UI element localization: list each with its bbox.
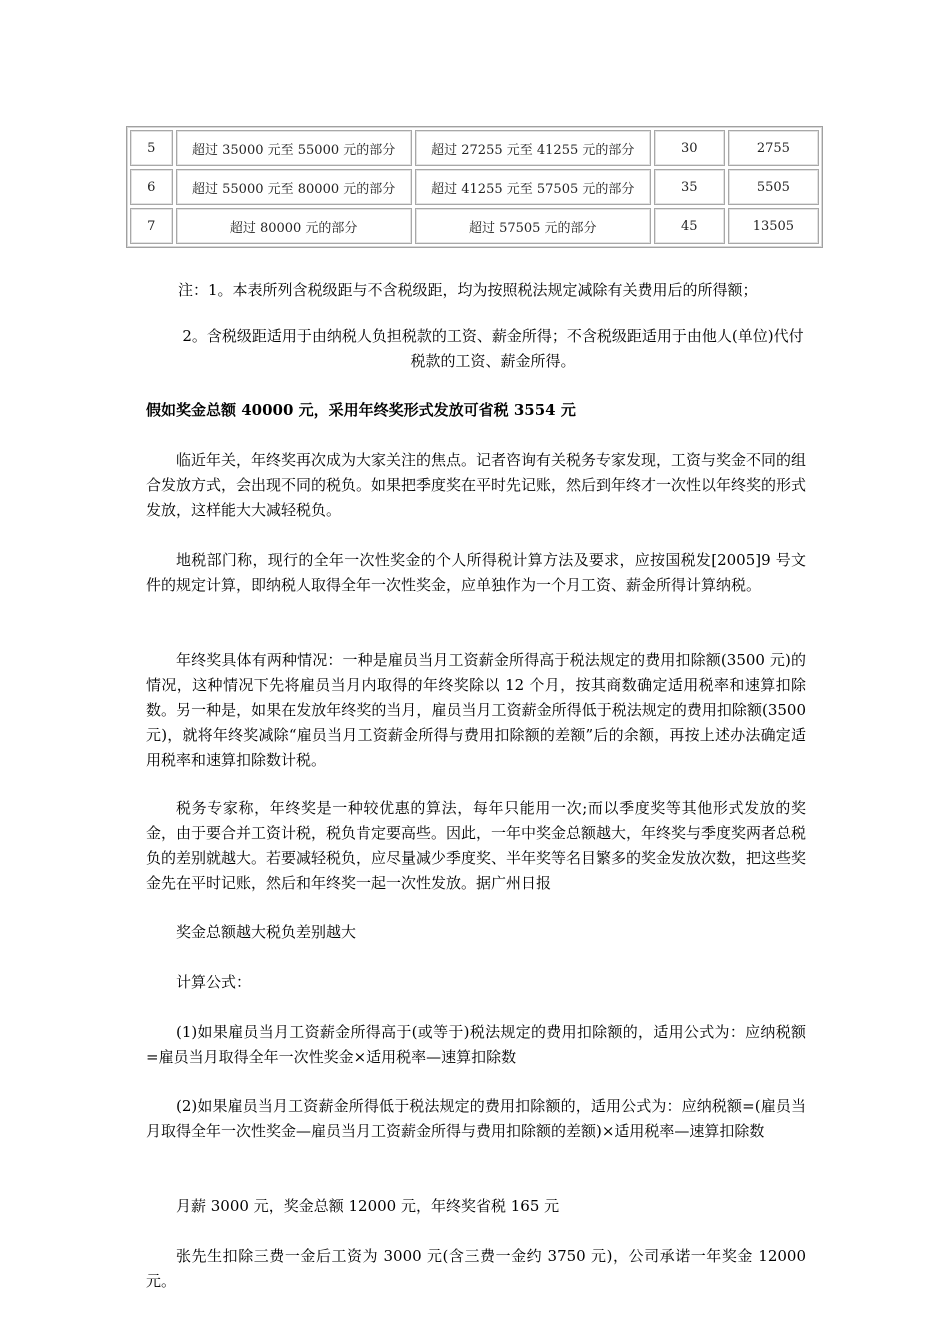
table-row xyxy=(130,130,819,166)
rate-cell: 35 xyxy=(654,169,725,205)
table-note-1: 注：1。本表所列含税级距与不含税级距，均为按照税法规定减除有关费用后的所得额； xyxy=(178,281,758,299)
paragraph: 张先生扣除三费一金后工资为 3000 元(含三费一金约 3750 元)，公司承诺一年奖金 12000 元。 xyxy=(146,1247,806,1290)
table-row xyxy=(130,169,819,205)
table-row xyxy=(130,208,819,244)
paragraph: 年终奖具体有两种情况：一种是雇员当月工资薪金所得高于税法规定的费用扣除额(3500 元)的情况，这种情况下先将雇员当月内取得的年终奖除以 12 个月，按其商数确定适用税率和速算扣除数。另一种是，如果在发放年终奖的当月，雇员当月工资薪金所得低于税法规定的费用扣除额(3500 元)，就将年终奖减除“雇员当月工资薪金所得与费用扣除额的差额”后的余额，再按上述办法确定适用税率和速算扣除数计税。 xyxy=(146,651,806,769)
paragraph: (2)如果雇员当月工资薪金所得低于税法规定的费用扣除额的，适用公式为：应纳税额=(雇员当月取得全年一次性奖金—雇员当月工资薪金所得与费用扣除额的差额)×适用税率—速算扣除数 xyxy=(146,1097,806,1140)
paragraph: 税务专家称，年终奖是一种较优惠的算法，每年只能用一次;而以季度奖等其他形式发放的奖金，由于要合并工资计税，税负肯定要高些。因此，一年中奖金总额越大，年终奖与季度奖两者总税负的差别就越大。若要减轻税负，应尽量减少季度奖、半年奖等名目繁多的奖金发放次数，把这些奖金先在平时记账，然后和年终奖一起一次性发放。据广州日报 xyxy=(146,799,807,892)
level-cell: 5 xyxy=(130,130,173,166)
paragraph: 月薪 3000 元，奖金总额 12000 元，年终奖省税 165 元 xyxy=(176,1197,560,1215)
untaxed-range-cell: 超过 57505 元的部分 xyxy=(415,208,651,244)
untaxed-range-cell: 超过 41255 元至 57505 元的部分 xyxy=(415,169,651,205)
untaxed-range-cell: 超过 27255 元至 41255 元的部分 xyxy=(415,130,651,166)
level-cell: 6 xyxy=(130,169,173,205)
rate-cell: 30 xyxy=(654,130,725,166)
paragraph: 地税部门称，现行的全年一次性奖金的个人所得税计算方法及要求，应按国税发[2005]9 号文件的规定计算，即纳税人取得全年一次性奖金，应单独作为一个月工资、薪金所得计算纳税。 xyxy=(146,551,806,594)
taxed-range-cell: 超过 80000 元的部分 xyxy=(176,208,412,244)
taxed-range-cell: 超过 35000 元至 55000 元的部分 xyxy=(176,130,412,166)
deduction-cell: 2755 xyxy=(728,130,819,166)
paragraph: 奖金总额越大税负差别越大 xyxy=(176,923,357,941)
paragraph: 临近年关，年终奖再次成为大家关注的焦点。记者咨询有关税务专家发现，工资与奖金不同的组合发放方式，会出现不同的税负。如果把季度奖在平时先记账，然后到年终才一次性以年终奖的形式发放，这样能大大减轻税负。 xyxy=(146,451,807,519)
section-heading: 假如奖金总额 40000 元，采用年终奖形式发放可省税 3554 元 xyxy=(146,401,576,419)
table-note-2: 2。含税级距适用于由纳税人负担税款的工资、薪金所得；不含税级距适用于由他人(单位)代付税款的工资、薪金所得。 xyxy=(182,327,804,370)
level-cell: 7 xyxy=(130,208,173,244)
paragraph: (1)如果雇员当月工资薪金所得高于(或等于)税法规定的费用扣除额的，适用公式为：应纳税额=雇员当月取得全年一次性奖金×适用税率—速算扣除数 xyxy=(146,1023,806,1066)
rate-cell: 45 xyxy=(654,208,725,244)
deduction-cell: 5505 xyxy=(728,169,819,205)
paragraph: 计算公式： xyxy=(176,973,252,991)
deduction-cell: 13505 xyxy=(728,208,819,244)
taxed-range-cell: 超过 55000 元至 80000 元的部分 xyxy=(176,169,412,205)
tax-bracket-table xyxy=(126,126,823,248)
